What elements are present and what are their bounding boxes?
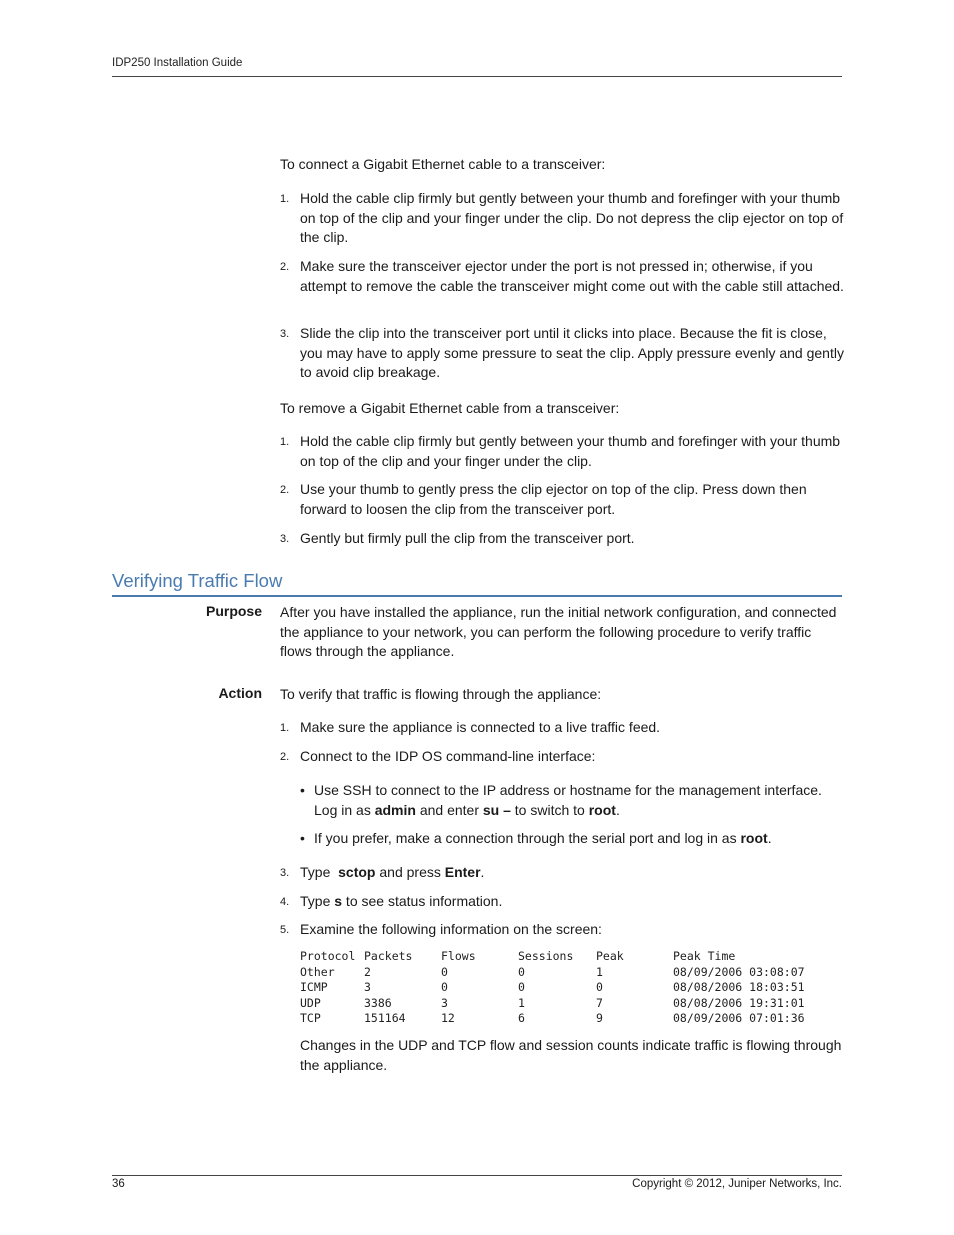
table-cell: 7: [596, 995, 603, 1010]
table-cell: 12: [441, 1011, 455, 1025]
column-header: Peak: [596, 949, 624, 963]
table-cell: 1: [596, 964, 603, 979]
table-cell: 0: [441, 980, 448, 994]
table-cell: ICMP: [300, 980, 328, 994]
bullet-text: Use SSH to connect to the IP address or hostname for the management interface. Log in as admin and enter su – to switch to root.: [314, 782, 822, 818]
table-cell: 3: [364, 980, 371, 994]
step-number: 2.: [280, 261, 290, 273]
table-cell: 3: [441, 995, 448, 1010]
action-intro: To verify that traffic is flowing through the appliance:: [280, 686, 602, 702]
inline-command: Enter: [444, 864, 481, 880]
step-text: Connect to the IDP OS command-line interface:: [300, 748, 596, 764]
step-text: Make sure the transceiver ejector under the port is not pressed in; otherwise, if you attempt to remove the cable the transceiver might come out with the cable still attached.: [300, 258, 844, 294]
step-text: Use your thumb to gently press the clip ejector on top of the clip. Press down then forward to loosen the clip from the transceiver port.: [300, 481, 807, 517]
closing-text: Changes in the UDP and TCP flow and session counts indicate traffic is flowing through the appliance.: [300, 1037, 842, 1073]
step-number: 2.: [280, 484, 290, 496]
table-cell: UDP: [300, 995, 321, 1010]
step-text: Type s to see status information.: [300, 893, 503, 909]
closing-paragraph: [300, 1036, 845, 1075]
step-text: Slide the clip into the transceiver port until it clicks into place. Because the fit is close, you may have to apply some pressure to seat the clip. Apply pressure evenly and gently to avoid clip breakage.: [300, 325, 844, 381]
bullet-text: If you prefer, make a connection through the serial port and log in as root.: [314, 830, 772, 846]
table-cell: 6: [518, 1011, 525, 1025]
action-label: Action: [218, 685, 262, 701]
step-number: 3.: [280, 533, 290, 545]
step-text: Gently but firmly pull the clip from the transceiver port.: [300, 530, 635, 546]
table-cell: TCP: [300, 1011, 321, 1025]
page-number: 36: [112, 1178, 125, 1190]
table-cell: 08/08/2006 18:03:51: [673, 980, 805, 994]
section-rule: [112, 595, 842, 597]
step-text: Hold the cable clip firmly but gently between your thumb and forefinger with your thumb on top of the clip and your finger under the clip.: [300, 433, 841, 469]
table-row: [300, 980, 813, 996]
step-number: 4.: [280, 896, 290, 908]
table-row: [300, 996, 813, 1012]
table-cell: 2: [364, 964, 371, 979]
inline-command: admin: [374, 801, 416, 818]
inline-command: root: [740, 830, 768, 846]
column-header: Peak Time: [673, 949, 736, 963]
purpose-text: After you have installed the appliance, run the initial network configuration, and connected the appliance to your network, you can perform the following procedure to verify traffic flows through the appliance.: [280, 604, 837, 660]
table-header-row: [300, 949, 813, 965]
step-number: 1.: [280, 193, 290, 205]
table-cell: 0: [441, 964, 448, 979]
purpose-label: Purpose: [205, 603, 262, 619]
step-text: Hold the cable clip firmly but gently between your thumb and forefinger with your thumb on top of the clip and your finger under the clip. Do not depress the clip ejector on top of the clip.: [300, 190, 844, 246]
table-cell: Other: [300, 964, 335, 979]
copyright-notice: Copyright © 2012, Juniper Networks, Inc.: [632, 1178, 842, 1190]
table-cell: 151164: [364, 1011, 406, 1025]
inline-command: s: [334, 893, 343, 909]
table-cell: 1: [518, 995, 525, 1010]
table-row: [300, 965, 813, 981]
inline-command: sctop: [338, 864, 376, 880]
footer-rule: [112, 1175, 842, 1176]
column-header: Protocol: [300, 949, 356, 963]
step-number: 5.: [280, 924, 290, 936]
table-cell: 3386: [364, 995, 392, 1010]
running-header: IDP250 Installation Guide: [112, 57, 243, 69]
inline-command: root: [588, 801, 616, 818]
table-row: [300, 1011, 813, 1027]
table-cell: 0: [518, 964, 525, 979]
inline-command: su –: [482, 801, 511, 818]
table-cell: 08/08/2006 19:31:01: [673, 995, 805, 1010]
step-number: 3.: [280, 867, 290, 879]
bullet-marker: •: [300, 830, 305, 846]
column-header: Packets: [364, 949, 413, 963]
table-cell: 9: [596, 1011, 603, 1025]
step-number: 1.: [280, 722, 290, 734]
connect-intro: To connect a Gigabit Ethernet cable to a transceiver:: [280, 156, 606, 172]
step-text: Make sure the appliance is connected to a live traffic feed.: [300, 719, 661, 735]
sctop-output-table: [300, 949, 813, 1027]
step-number: 2.: [280, 751, 290, 763]
remove-intro: To remove a Gigabit Ethernet cable from a transceiver:: [280, 400, 620, 416]
section-title: Verifying Traffic Flow: [112, 570, 283, 591]
step-text: Examine the following information on the screen:: [300, 921, 602, 937]
header-rule: [112, 76, 842, 77]
table-cell: 08/09/2006 03:08:07: [673, 964, 805, 979]
step-text: Type sctop and press Enter.: [300, 864, 485, 880]
column-header: Flows: [441, 949, 476, 963]
table-cell: 0: [596, 980, 603, 994]
step-number: 1.: [280, 436, 290, 448]
step-number: 3.: [280, 328, 290, 340]
bullet-marker: •: [300, 782, 305, 798]
column-header: Sessions: [518, 949, 574, 963]
table-cell: 08/09/2006 07:01:36: [673, 1011, 805, 1025]
table-cell: 0: [518, 980, 525, 994]
